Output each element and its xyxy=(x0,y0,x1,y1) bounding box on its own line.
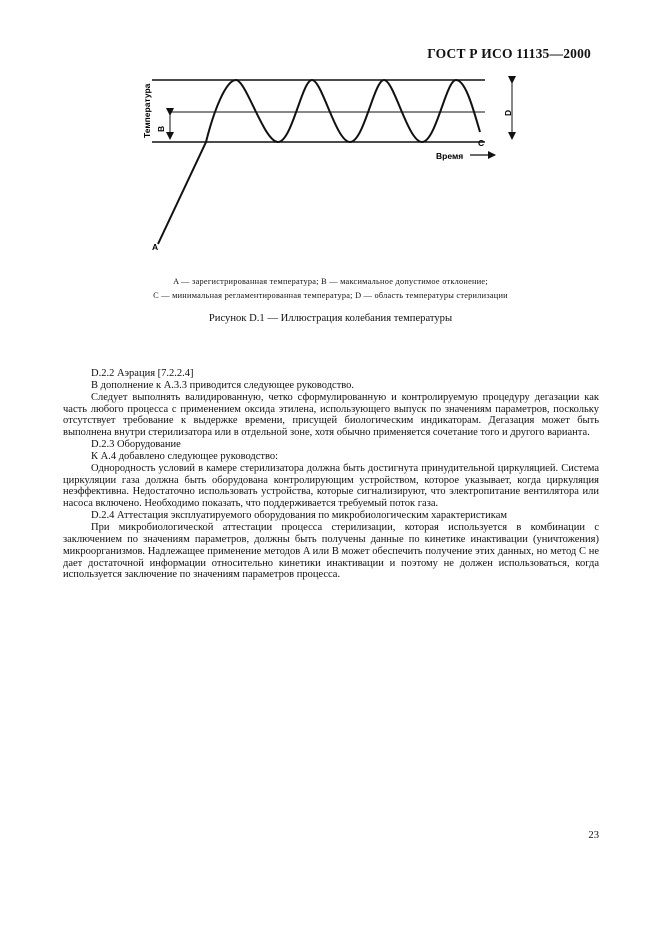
paragraph: При микробиологической аттестации процесса стерилизации, которая используется в комбинации с заключением по значениям параметров, должны быть получены данные по кинетике инактивации (уничтожения) микроорганизмов. Надлежащее применение методов A или B может обеспечить получение этих данных, но метод C не дает достаточной информации относительно кинетики инактивации и поэтому не должен использоваться, когда используется заключение по значениям параметров процесса. xyxy=(63,521,599,581)
section-heading-equipment: D.2.3 Оборудование xyxy=(91,439,181,451)
figure-legend-line-2: C — минимальная регламентированная температура; D — область температуры стерилизации xyxy=(153,291,508,300)
document-header: ГОСТ Р ИСО 11135—2000 xyxy=(427,46,591,61)
temperature-diagram xyxy=(140,72,530,257)
x-axis-label: Время xyxy=(436,151,464,161)
body-text xyxy=(63,368,599,581)
page-number: 23 xyxy=(588,830,599,841)
figure-legend-line-1: A — зарегистрированная температура; B — максимальное допустимое отклонение; xyxy=(173,277,488,286)
temperature-figure xyxy=(140,72,530,257)
paragraph: К A.4 добавлено следующее руководство: xyxy=(91,450,279,462)
paragraph: Однородность условий в камере стерилизатора должна быть достигнута принудительной циркуляцией. Система циркуляции газа должна быть оборудована контролирующим устройством, которое указывает, когда циркуляция неэффективна. Недостаточно использовать устройства, которые сигнализируют, что электропитание вентилятора или насоса включено. Необходимо показать, что поддерживается требуемый поток газа. xyxy=(63,462,599,510)
paragraph: Следует выполнять валидированную, четко сформулированную и контролируемую процедуру дегазации как часть любого процесса с применением оксида этилена, использующего выпуск по значениям параметров, поскольку отсутствует требование к выдержке времени, присущей биологическим индикаторам. Дегазация может быть выполнена внутри стерилизатора или в отдельной зоне, хотя обычно применяется сочетание того и другого варианта. xyxy=(63,391,599,439)
label-c: C xyxy=(478,138,485,148)
label-a: A xyxy=(152,242,159,252)
label-b: B xyxy=(156,125,166,132)
label-d: D xyxy=(503,109,513,116)
section-heading-attestation: D.2.4 Аттестация эксплуатируемого оборудования по микробиологическим характеристикам xyxy=(91,510,508,522)
recorded-temperature-curve xyxy=(158,80,480,244)
section-heading-aeration: D.2.2 Аэрация [7.2.2.4] xyxy=(91,368,194,379)
figure-caption: Рисунок D.1 — Иллюстрация колебания температуры xyxy=(208,313,453,324)
y-axis-label: Температура xyxy=(142,83,152,138)
paragraph: В дополнение к A.3.3 приводится следующее руководство. xyxy=(91,379,355,391)
